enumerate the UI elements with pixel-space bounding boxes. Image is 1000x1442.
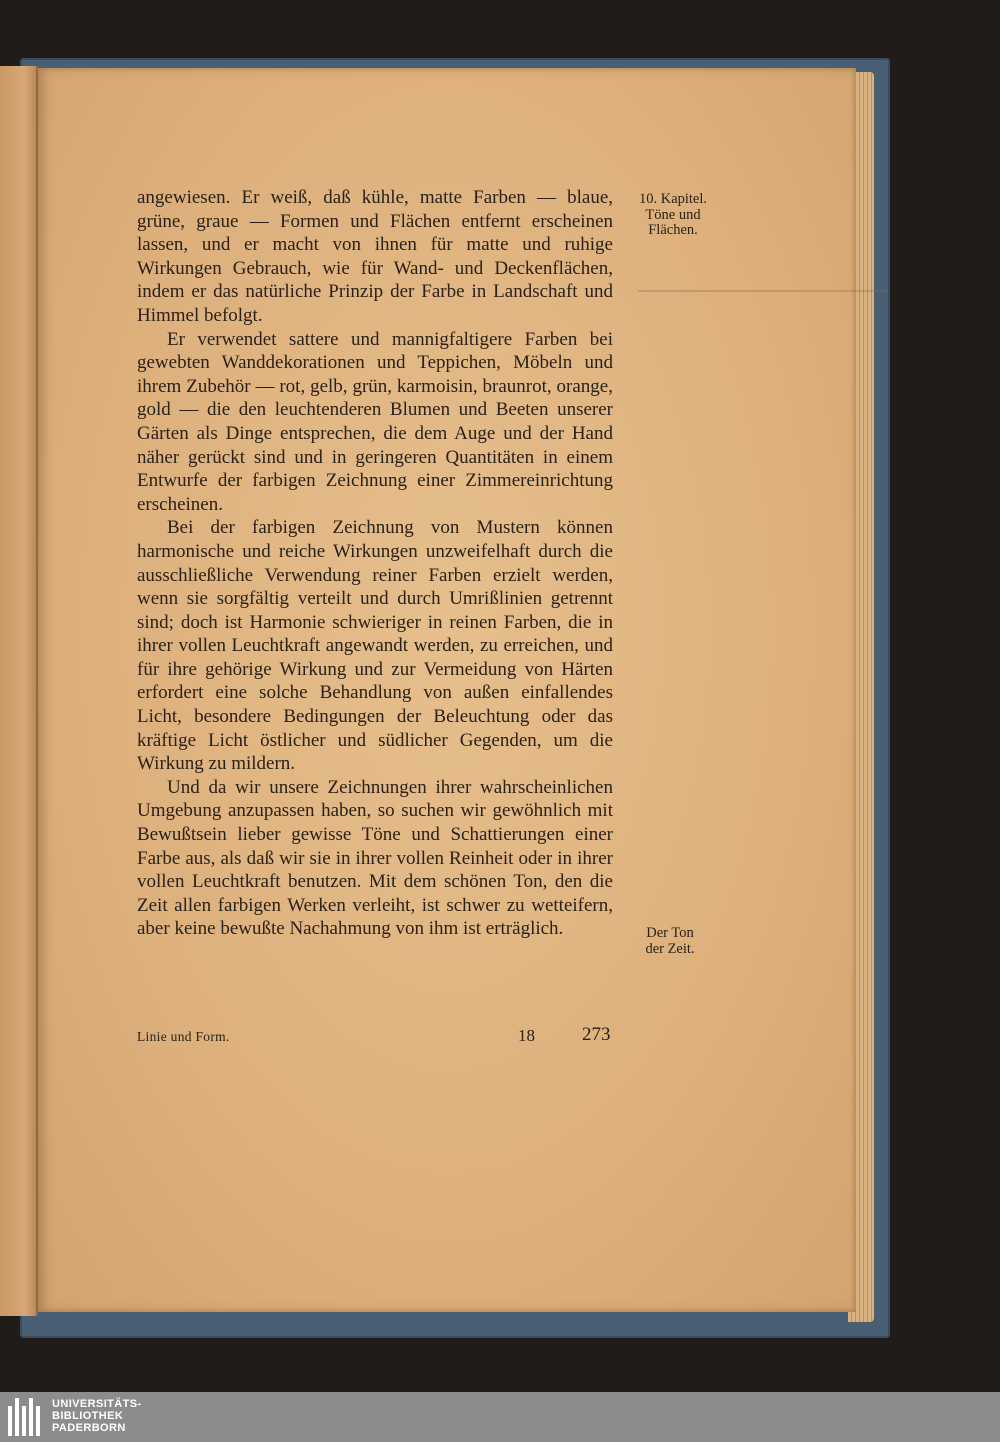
footer-signature: 18 xyxy=(518,1026,535,1045)
library-name-line-1: UNIVERSITÄTS- xyxy=(52,1398,142,1410)
page-number: 273 xyxy=(582,1024,611,1045)
margin-note-zeit xyxy=(620,926,720,957)
margin-note-zeit-line-2: der Zeit. xyxy=(645,940,695,957)
book-page xyxy=(38,68,856,1312)
library-name-line-3: PADERBORN xyxy=(52,1422,126,1434)
margin-note-chapter-title: 10. Kapitel. xyxy=(638,191,708,207)
margin-note-zeit-line-1: Der Ton xyxy=(646,925,694,941)
paragraph-1: angewiesen. Er weiß, daß kühle, matte Farben — blaue, grüne, graue — Formen und Flächen entfernt erscheinen lassen, und er macht von ihnen für matte und ruhige Wirkungen Gebrauch, wie für Wand- und Deckenflächen, indem er das natürliche Prinzip der Farbe in Landschaft und Himmel befolgt. xyxy=(137,187,613,326)
paragraph-2: Er verwendet sattere und mannigfaltigere Farben bei gewebten Wanddekorationen und Teppichen, Möbeln und ihrem Zubehör — rot, gelb, grün, karmoisin, braunrot, orange, gold — die den leuchtenderen Blumen und Beeten unserer Gärten als Dinge entsprechen, die dem Auge und der Hand näher gerückt sind und in geringeren Quantitäten in einem Entwurfe der farbigen Zeichnung einer Zimmereinrichtung erscheinen. xyxy=(137,328,613,515)
page-crease xyxy=(638,290,888,292)
paragraph-4: Und da wir unsere Zeichnungen ihrer wahrscheinlichen Umgebung anzupassen haben, so suchen wir gewöhnlich mit Bewußtsein lieber gewisse Töne und Schattierungen einer Farbe aus, als daß wir sie in ihrer vollen Reinheit oder in ihrer vollen Leuchtkraft benutzen. Mit dem schönen Ton, den die Zeit allen farbigen Werken verleiht, ist schwer zu wetteifern, aber keine bewußte Nachahmung von ihm ist erträglich. xyxy=(137,776,613,940)
library-logo-icon xyxy=(8,1398,44,1436)
body-text xyxy=(137,186,613,941)
margin-note-chapter xyxy=(618,192,728,239)
paragraph-3: Bei der farbigen Zeichnung von Mustern können harmonische und reiche Wirkungen unzweifelhaft durch die ausschließliche Verwendung reiner Farben erzielt werden, wenn sie sorgfältig verteilt und durch Umrißlinien getrennt sind; doch ist Harmonie schwieriger in reinen Farben, die in ihrer vollen Leuchtkraft angewandt werden, zu erreichen, und für ihre gehörige Wirkung und zur Vermeidung von Härten erfordert eine solche Behandlung von außen einfallendes Licht, besondere Bedingungen der Beleuchtung oder das kräftige Licht östlicher und südlicher Gegenden, um die Wirkung zu mildern. xyxy=(137,517,613,775)
library-name xyxy=(52,1398,142,1434)
left-page-edge xyxy=(0,66,38,1316)
margin-note-chapter-line-1: Töne und xyxy=(645,206,701,223)
library-name-line-2: BIBLIOTHEK xyxy=(52,1410,124,1422)
footer-title: Linie und Form. xyxy=(137,1029,230,1044)
library-banner xyxy=(0,1392,1000,1442)
margin-note-chapter-line-2: Flächen. xyxy=(648,222,698,238)
